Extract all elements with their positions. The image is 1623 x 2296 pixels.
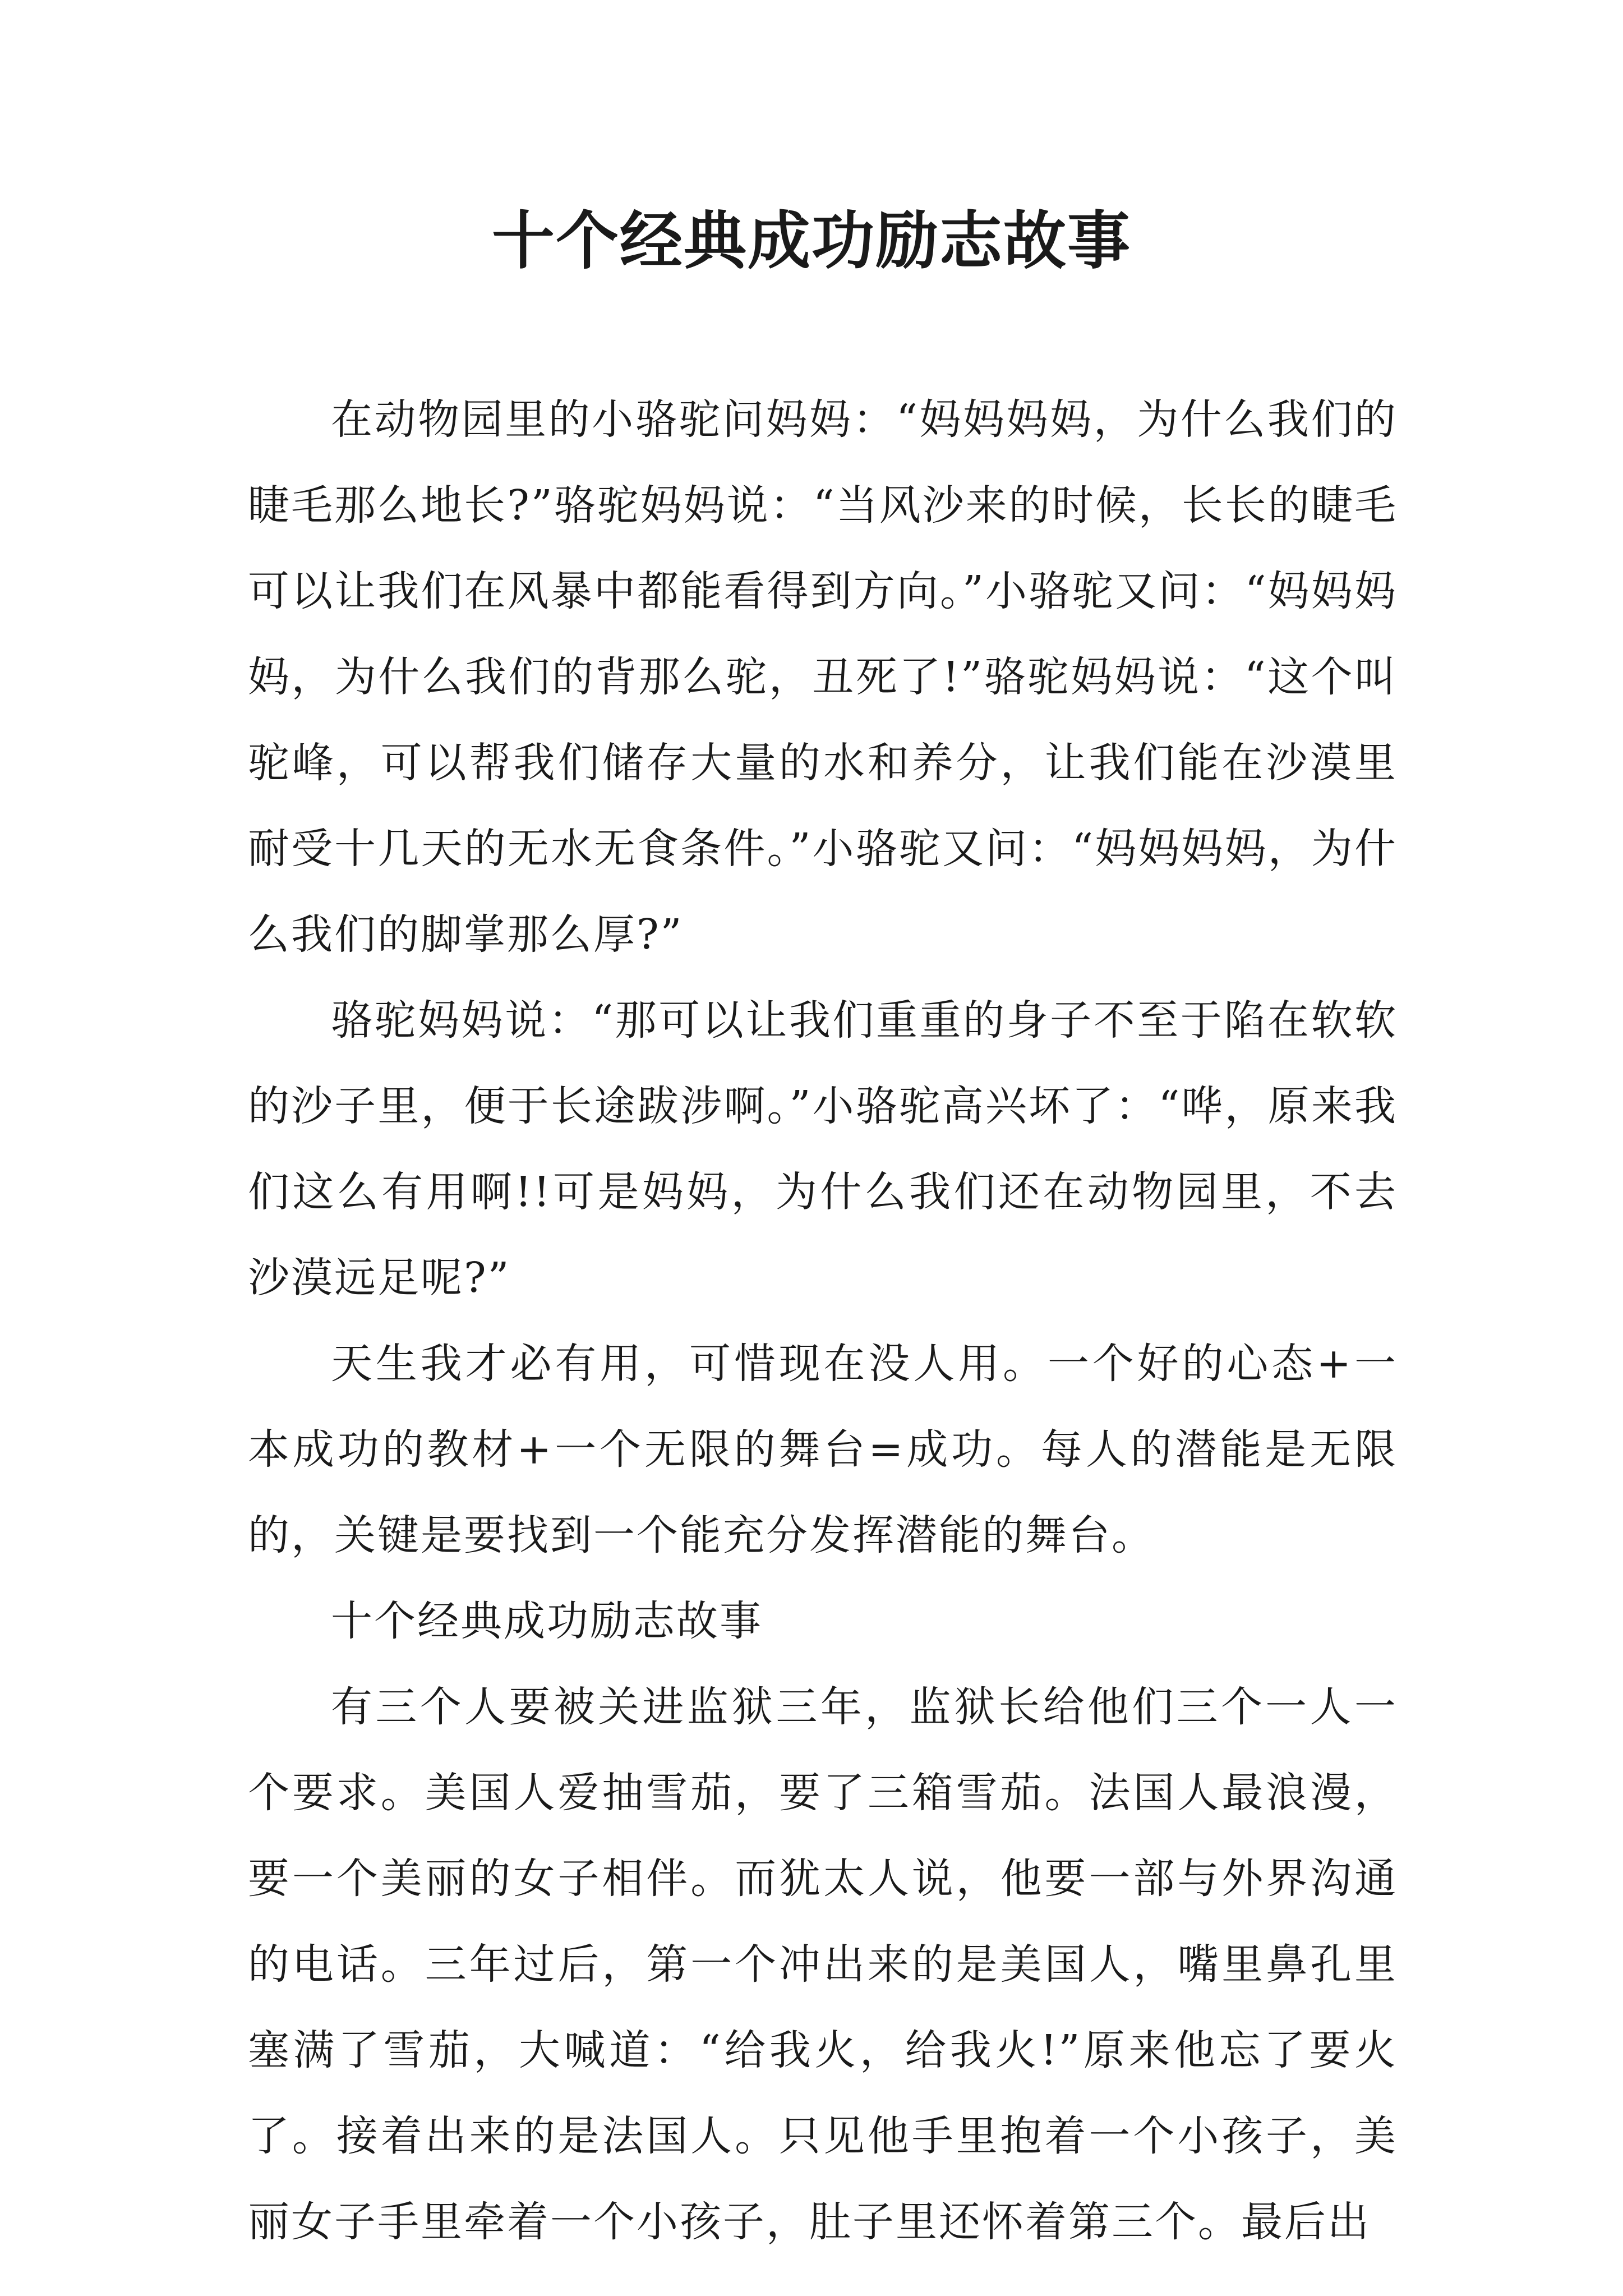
section-heading: 十个经典成功励志故事 (331, 1597, 763, 1645)
paragraph: 骆驼妈妈说：“那可以让我们重重的身子不至于陷在软软的沙子里，便于长途跋涉啊。”小骆驼高兴坏了：“哗，原来我们这么有用啊!!可是妈妈，为什么我们还在动物园里，不去沙漠远足呢?” (248, 996, 1398, 1302)
paragraph: 天生我才必有用，可惜现在没人用。一个好的心态+一本成功的教材+一个无限的舞台=成功。每人的潜能是无限的，关键是要找到一个能充分发挥潜能的舞台。 (248, 1340, 1398, 1559)
document-body (248, 377, 1398, 2265)
paragraph: 有三个人要被关进监狱三年，监狱长给他们三个一人一个要求。美国人爱抽雪茄，要了三箱雪茄。法国人最浪漫，要一个美丽的女子相伴。而犹太人说，他要一部与外界沟通的电话。三年过后，第一个冲出来的是美国人，嘴里鼻孔里塞满了雪茄，大喊道：“给我火，给我火!”原来他忘了要火了。接着出来的是法国人。只见他手里抱着一个小孩子，美丽女子手里牵着一个小孩子，肚子里还怀着第三个。最后出 (248, 1683, 1398, 2246)
document-title: 十个经典成功励志故事 (492, 204, 1131, 278)
paragraph: 在动物园里的小骆驼问妈妈：“妈妈妈妈，为什么我们的睫毛那么地长?”骆驼妈妈说：“当风沙来的时候，长长的睫毛可以让我们在风暴中都能看得到方向。”小骆驼又问：“妈妈妈妈，为什么我们的背那么驼，丑死了!”骆驼妈妈说：“这个叫驼峰，可以帮我们储存大量的水和养分，让我们能在沙漠里耐受十几天的无水无食条件。”小骆驼又问：“妈妈妈妈，为什么我们的脚掌那么厚?” (248, 395, 1398, 959)
